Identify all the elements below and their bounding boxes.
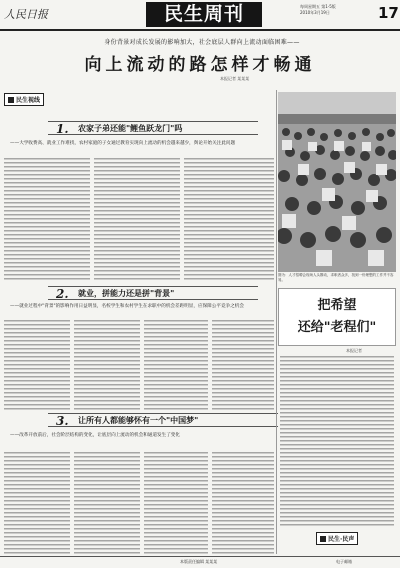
section-3-header — [48, 413, 278, 427]
section-2-text-col4 — [212, 320, 274, 410]
crowd-photo — [278, 92, 396, 272]
editorial-byline: 本报记者 — [346, 348, 362, 353]
section-3-lead: ——改革开放前后，社会阶层结构的变化，让底层向上流动的机会和通道发生了变化 — [10, 433, 180, 438]
square-icon — [320, 536, 326, 542]
section-1-number: 1. — [56, 122, 69, 136]
section-3-number: 3. — [56, 414, 69, 428]
section-2-header — [48, 286, 258, 300]
editorial-headline-line1: 把希望 — [317, 298, 357, 313]
square-icon — [8, 97, 14, 103]
footer-email: 电子邮箱 — [336, 559, 352, 564]
section-2-number: 2. — [56, 287, 69, 301]
issue-meta-line2: 2010年3月19日 — [300, 10, 330, 15]
editorial-text — [280, 356, 394, 528]
column-tag — [4, 93, 44, 106]
section-2-lead: ——就业过程中"背景"的影响作用日益明显，名校学生和农村学生在求职中的机会差距明显，应保障公平竞争之机会 — [10, 304, 244, 309]
article-title: 向上流动的路怎样才畅通 — [84, 55, 316, 75]
newspaper-logo: 人民日报 — [4, 8, 48, 21]
section-3-text-col4 — [212, 452, 274, 554]
issue-meta-line1: 每周星期五 第1-5版 — [300, 4, 336, 9]
section-1-text-col1 — [4, 158, 90, 282]
section-2-text-col3 — [144, 320, 208, 410]
page-number: 17 — [378, 4, 399, 22]
section-3-text-col2 — [74, 452, 140, 554]
issue-meta — [300, 4, 380, 16]
section-1-header — [48, 121, 258, 135]
section-3-text-col3 — [144, 452, 208, 554]
minsheng-tag — [316, 532, 358, 545]
section-2-text-col2 — [74, 320, 140, 410]
section-1-text-col2 — [94, 158, 180, 282]
section-1-heading: 农家子弟还能"鲤鱼跃龙门"吗 — [78, 124, 183, 133]
editorial-headline-line2: 还给"老程们" — [297, 320, 377, 335]
section-2-heading: 就业，拼能力还是拼"背景" — [78, 289, 175, 298]
crowd-photo-image — [278, 92, 396, 272]
section-banner: 民生周刊 — [146, 2, 262, 27]
article-subtitle: 身份背景对成长发展的影响加大，社会底层人群向上流动面临困难—— — [104, 39, 300, 46]
section-3-heading: 让所有人都能够怀有一个"中国梦" — [78, 416, 199, 425]
photo-caption: 图为：人才招聘会现场人头攒动，求职者众多，找到一份理想的工作并不容易。 — [278, 273, 394, 282]
section-1-lead: ——大学收费高、就业工作难找，农村家庭的子女通过教育实现向上流动的机会越来越少，舆论开始关注此问题 — [10, 141, 236, 146]
article-byline: 本报记者 某某某 — [220, 76, 250, 81]
section-2-text-col1 — [4, 320, 70, 410]
column-tag-label: 民生视线 — [16, 97, 41, 104]
minsheng-tag-label: 民生·民声 — [328, 536, 355, 543]
footer-editor: 本版责任编辑 某某某 — [180, 559, 218, 564]
masthead-rule — [0, 29, 400, 31]
column-divider — [276, 90, 277, 554]
footer-rule — [0, 556, 400, 557]
section-3-text-col1 — [4, 452, 70, 554]
section-1-text-col3 — [184, 158, 274, 282]
